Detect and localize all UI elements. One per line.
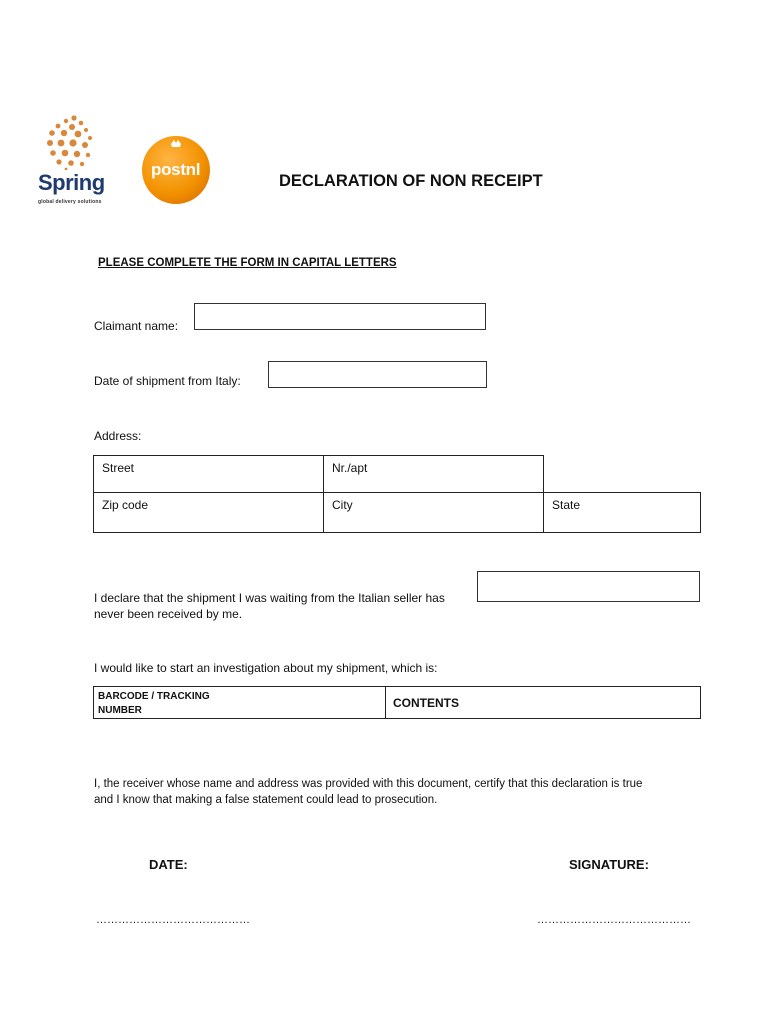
state-label: State <box>552 498 581 512</box>
state-field[interactable] <box>543 492 701 533</box>
form-instruction: PLEASE COMPLETE THE FORM IN CAPITAL LETTERS <box>98 257 397 269</box>
signature-label: SIGNATURE: <box>569 857 649 872</box>
spring-logo-tagline: global delivery solutions <box>38 199 102 205</box>
date-line[interactable]: …………………………………… <box>96 914 250 926</box>
street-field[interactable] <box>93 455 324 493</box>
date-label: DATE: <box>149 857 188 872</box>
shipment-date-field[interactable] <box>268 361 487 388</box>
barcode-tracking-header: BARCODE / TRACKING NUMBER <box>98 691 210 716</box>
zip-code-field[interactable] <box>93 492 324 533</box>
zip-code-label: Zip code <box>102 498 149 512</box>
certification-text: I, the receiver whose name and address was provided with this document, certify that this declaration is true and I know that making a false statement could lead to prosecution. <box>94 778 643 806</box>
nr-apt-label: Nr./apt <box>332 461 368 475</box>
contents-header: CONTENTS <box>393 696 459 710</box>
spring-logo-dots-icon <box>44 114 94 170</box>
shipment-date-label: Date of shipment from Italy: <box>94 374 241 388</box>
contents-field[interactable] <box>385 686 701 719</box>
postnl-logo-text: postnl <box>151 160 201 179</box>
spring-logo-text: Spring <box>38 170 105 195</box>
claimant-name-field[interactable] <box>194 303 486 330</box>
nr-apt-field[interactable] <box>323 455 544 493</box>
page-title: DECLARATION OF NON RECEIPT <box>279 172 543 190</box>
city-field[interactable] <box>323 492 544 533</box>
declaration-confirm-box[interactable] <box>477 571 700 602</box>
signature-line[interactable]: …………………………………… <box>537 914 691 926</box>
investigation-label: I would like to start an investigation about my shipment, which is: <box>94 661 438 675</box>
barcode-tracking-field[interactable] <box>93 686 386 719</box>
claimant-name-label: Claimant name: <box>94 319 179 333</box>
address-label: Address: <box>94 429 142 443</box>
city-label: City <box>332 498 353 512</box>
street-label: Street <box>102 461 135 475</box>
declaration-text: I declare that the shipment I was waiting from the Italian seller has never been received by me. <box>94 591 445 621</box>
